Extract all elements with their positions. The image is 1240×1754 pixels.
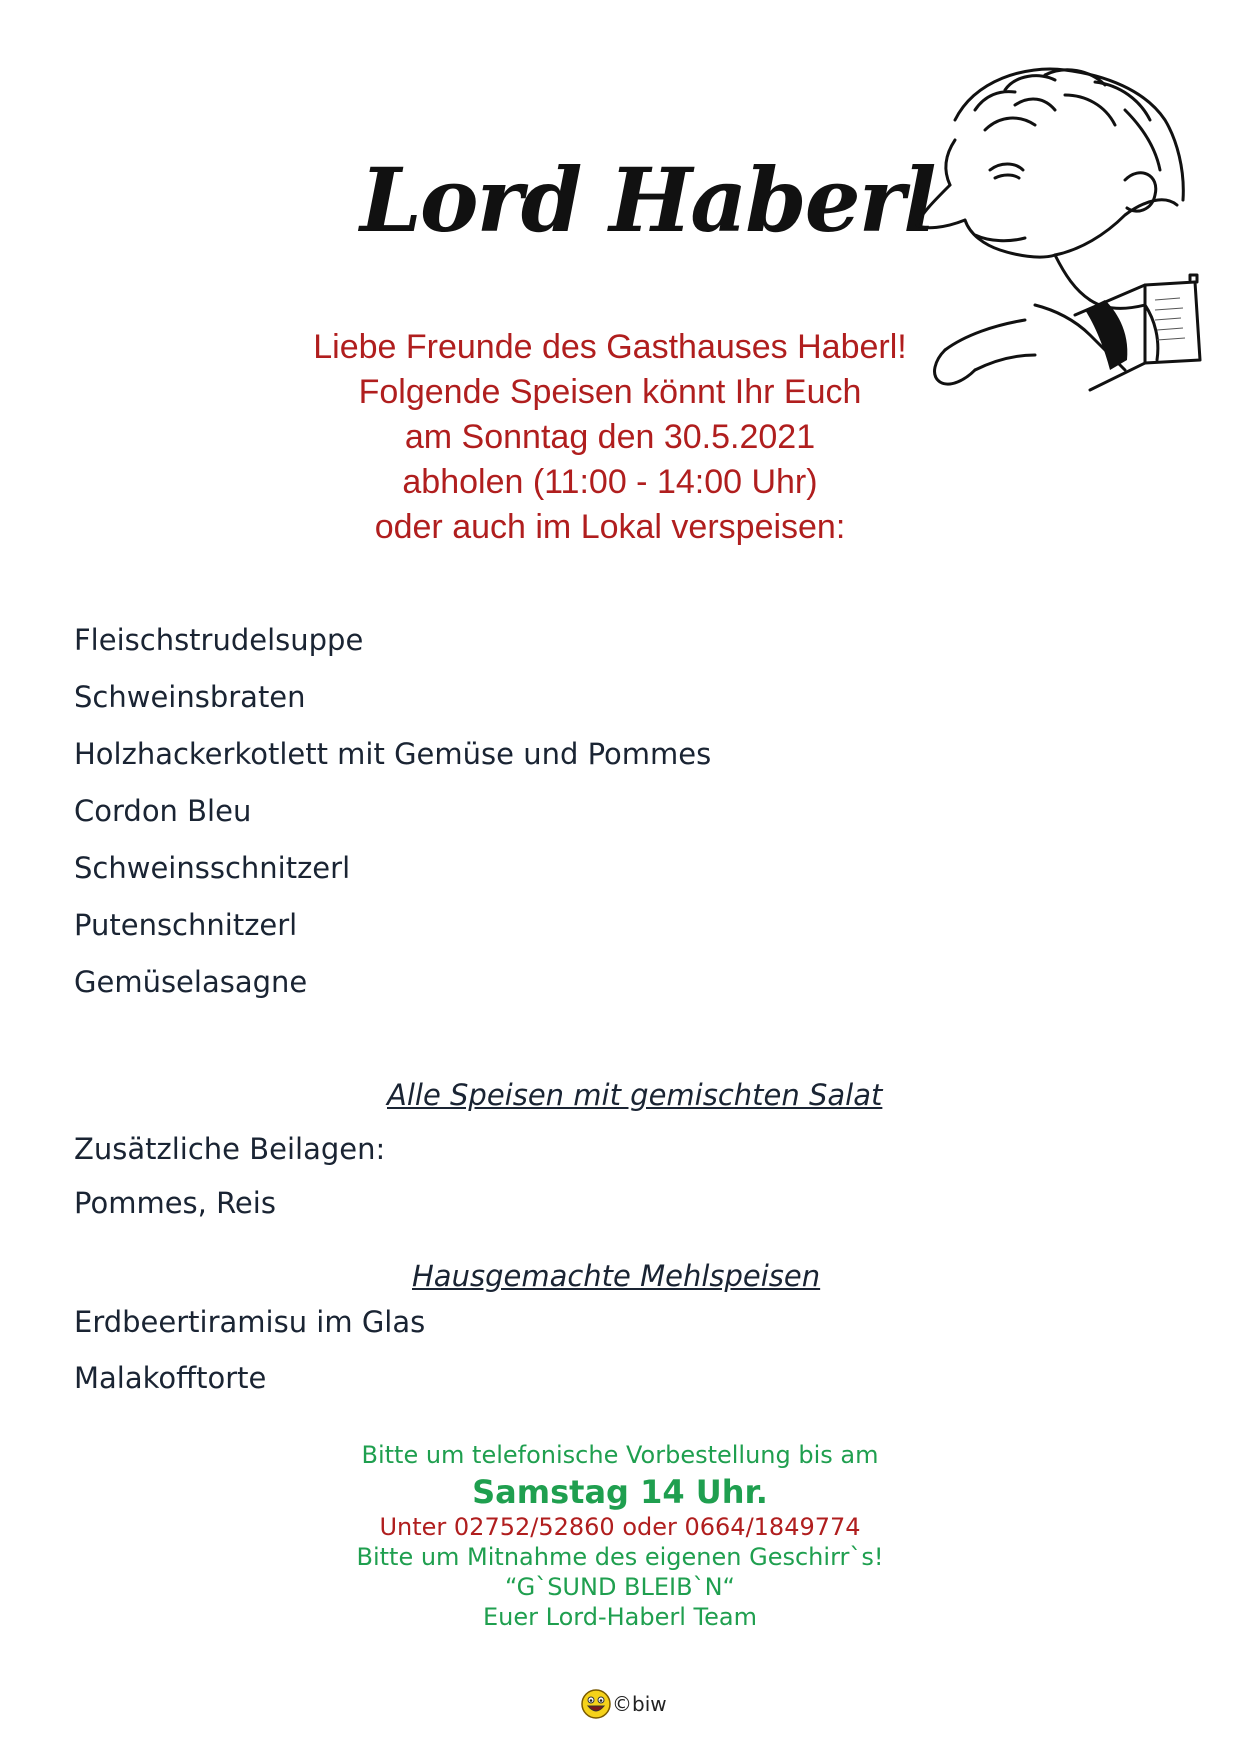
- intro-line-date: am Sonntag den 30.5.2021: [404, 418, 816, 456]
- copyright-note: ©biw: [612, 1692, 667, 1716]
- dish-item: Gemüselasagne: [74, 965, 308, 999]
- salad-note-heading: Alle Speisen mit gemischten Salat: [387, 1078, 883, 1112]
- sides-list: Pommes, Reis: [74, 1186, 276, 1220]
- dish-item: Cordon Bleu: [74, 794, 252, 828]
- intro-line-dine-in: oder auch im Lokal verspeisen:: [374, 508, 846, 546]
- intro-line-dishes: Folgende Speisen könnt Ihr Euch: [358, 373, 862, 411]
- preorder-note: Bitte um telefonische Vorbestellung bis am: [361, 1441, 879, 1469]
- intro-text: [240, 325, 980, 550]
- desserts-heading: Hausgemachte Mehlspeisen: [412, 1259, 821, 1293]
- intro-line-pickup-time: abholen (11:00 - 14:00 Uhr): [402, 463, 818, 501]
- dish-item: Schweinsschnitzerl: [74, 851, 351, 885]
- dessert-item: Malakofftorte: [74, 1361, 267, 1395]
- phone-numbers: Unter 02752/52860 oder 0664/1849774: [379, 1513, 861, 1541]
- preorder-deadline: Samstag 14 Uhr.: [472, 1473, 768, 1511]
- dishes-note: Bitte um Mitnahme des eigenen Geschirr`s!: [356, 1543, 884, 1571]
- logo-title: Lord Haberl: [360, 148, 935, 252]
- sides-label: Zusätzliche Beilagen:: [74, 1132, 386, 1166]
- team-signature: Euer Lord-Haberl Team: [483, 1603, 757, 1631]
- dessert-item: Erdbeertiramisu im Glas: [74, 1305, 426, 1339]
- dish-item: Holzhackerkotlett mit Gemüse und Pommes: [74, 737, 712, 771]
- dish-item: Fleischstrudelsuppe: [74, 623, 364, 657]
- dish-item: Schweinsbraten: [74, 680, 306, 714]
- smiley-icon: [580, 1688, 612, 1720]
- motto: “G`SUND BLEIB`N“: [505, 1573, 735, 1601]
- intro-line-greeting: Liebe Freunde des Gasthauses Haberl!: [313, 328, 907, 366]
- dish-item: Putenschnitzerl: [74, 908, 298, 942]
